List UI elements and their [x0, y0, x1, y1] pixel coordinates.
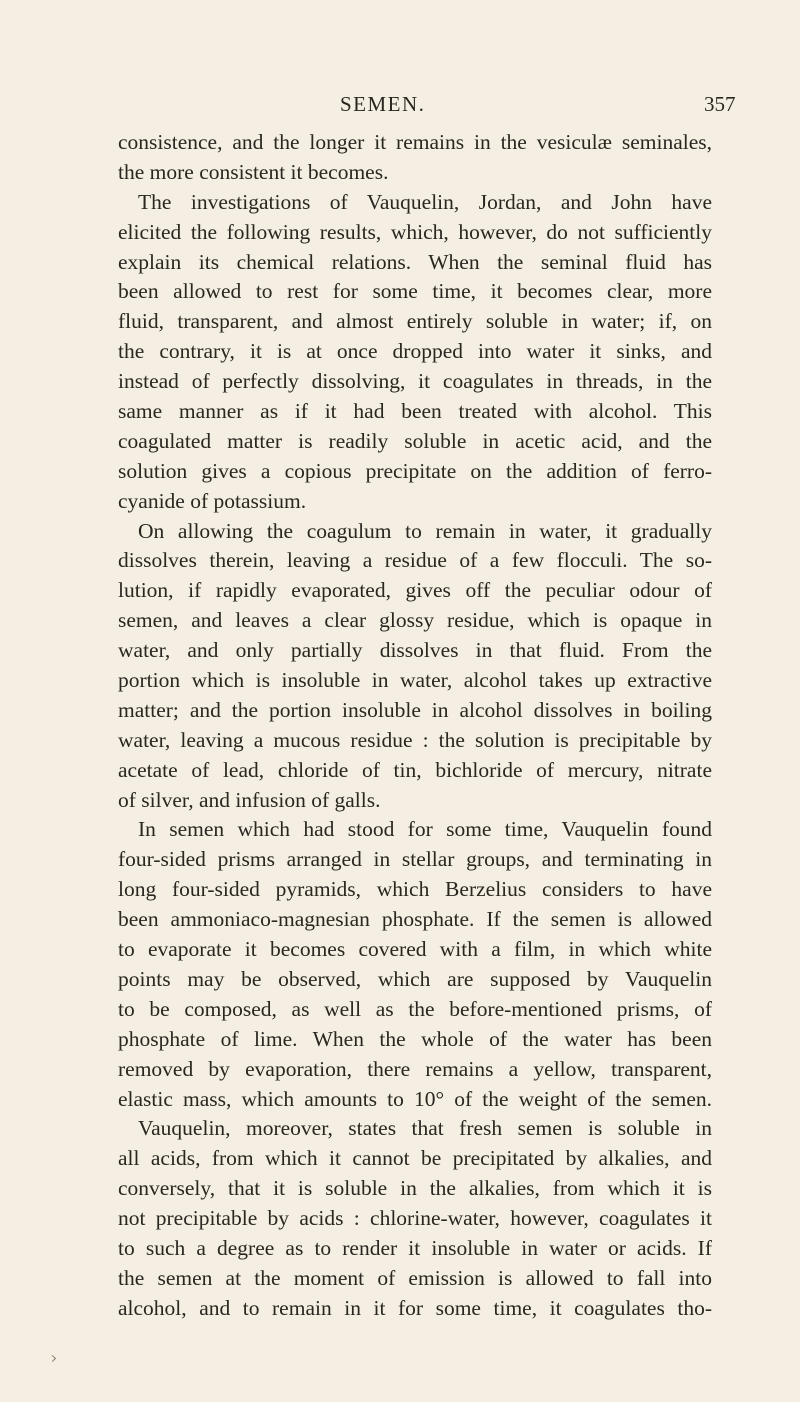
text-line: elicited the following results, which, however, do not sufficiently [118, 219, 712, 244]
text-line: matter; and the portion insoluble in alcohol dissolves in boiling [118, 697, 712, 722]
text-line: all acids, from which it cannot be precipitated by alkalies, and [118, 1146, 712, 1171]
text-line: same manner as if it had been treated with alcohol. This [118, 399, 712, 424]
text-line: points may be observed, which are supposed by Vauquelin [118, 966, 712, 991]
text-line: explain its chemical relations. When the seminal fluid has [118, 249, 712, 274]
text-line: the more consistent it becomes. [118, 159, 389, 184]
text-line: The investigations of Vauquelin, Jordan, and John have [138, 189, 712, 214]
text-line: to such a degree as to render it insoluble in water or acids. If [118, 1235, 712, 1260]
text-line: long four-sided pyramids, which Berzelius considers to have [118, 877, 712, 902]
text-line: solution gives a copious precipitate on the addition of ferro- [118, 458, 712, 483]
text-line: conversely, that it is soluble in the alkalies, from which it is [118, 1176, 712, 1201]
text-line: been allowed to rest for some time, it becomes clear, more [118, 279, 712, 304]
text-line: On allowing the coagulum to remain in water, it gradually [138, 518, 712, 543]
text-line: of silver, and infusion of galls. [118, 787, 381, 812]
text-line: been ammoniaco-magnesian phosphate. If the semen is allowed [118, 907, 712, 932]
text-line: fluid, transparent, and almost entirely soluble in water; if, on [118, 309, 712, 334]
text-line: lution, if rapidly evaporated, gives off the peculiar odour of [118, 578, 712, 603]
body-text [118, 128, 712, 1324]
text-line: water, and only partially dissolves in that fluid. From the [118, 638, 712, 663]
running-title: SEMEN. [340, 92, 426, 116]
text-line: consistence, and the longer it remains in the vesiculæ seminales, [118, 130, 712, 154]
text-line: not precipitable by acids : chlorine-water, however, coagulates it [118, 1206, 712, 1231]
page-number: 357 [704, 92, 736, 116]
page-edge-mark [49, 1355, 56, 1362]
text-line: phosphate of lime. When the whole of the water has been [118, 1026, 712, 1051]
running-head [0, 92, 800, 122]
text-line: the semen at the moment of emission is allowed to fall into [118, 1265, 712, 1290]
text-line: acetate of lead, chloride of tin, bichloride of mercury, nitrate [118, 757, 712, 782]
text-line: coagulated matter is readily soluble in acetic acid, and the [118, 428, 712, 453]
text-line: dissolves therein, leaving a residue of a few flocculi. The so- [118, 548, 712, 573]
text-line: instead of perfectly dissolving, it coagulates in threads, in the [118, 369, 712, 394]
text-line: water, leaving a mucous residue : the solution is precipitable by [118, 727, 712, 752]
text-line: semen, and leaves a clear glossy residue, which is opaque in [118, 608, 712, 633]
text-line: to be composed, as well as the before-mentioned prisms, of [118, 996, 712, 1021]
text-line: to evaporate it becomes covered with a film, in which white [118, 937, 712, 962]
text-line: Vauquelin, moreover, states that fresh semen is soluble in [138, 1116, 712, 1141]
text-line: portion which is insoluble in water, alcohol takes up extractive [118, 668, 712, 693]
text-line: the contrary, it is at once dropped into water it sinks, and [118, 339, 712, 364]
text-line: In semen which had stood for some time, Vauquelin found [138, 817, 712, 842]
text-line: alcohol, and to remain in it for some time, it coagulates tho- [118, 1295, 712, 1320]
text-line: removed by evaporation, there remains a yellow, transparent, [118, 1056, 712, 1081]
text-line: elastic mass, which amounts to 10° of the weight of the semen. [118, 1086, 712, 1111]
text-line: four-sided prisms arranged in stellar groups, and terminating in [118, 847, 712, 872]
text-line: cyanide of potassium. [118, 488, 307, 513]
